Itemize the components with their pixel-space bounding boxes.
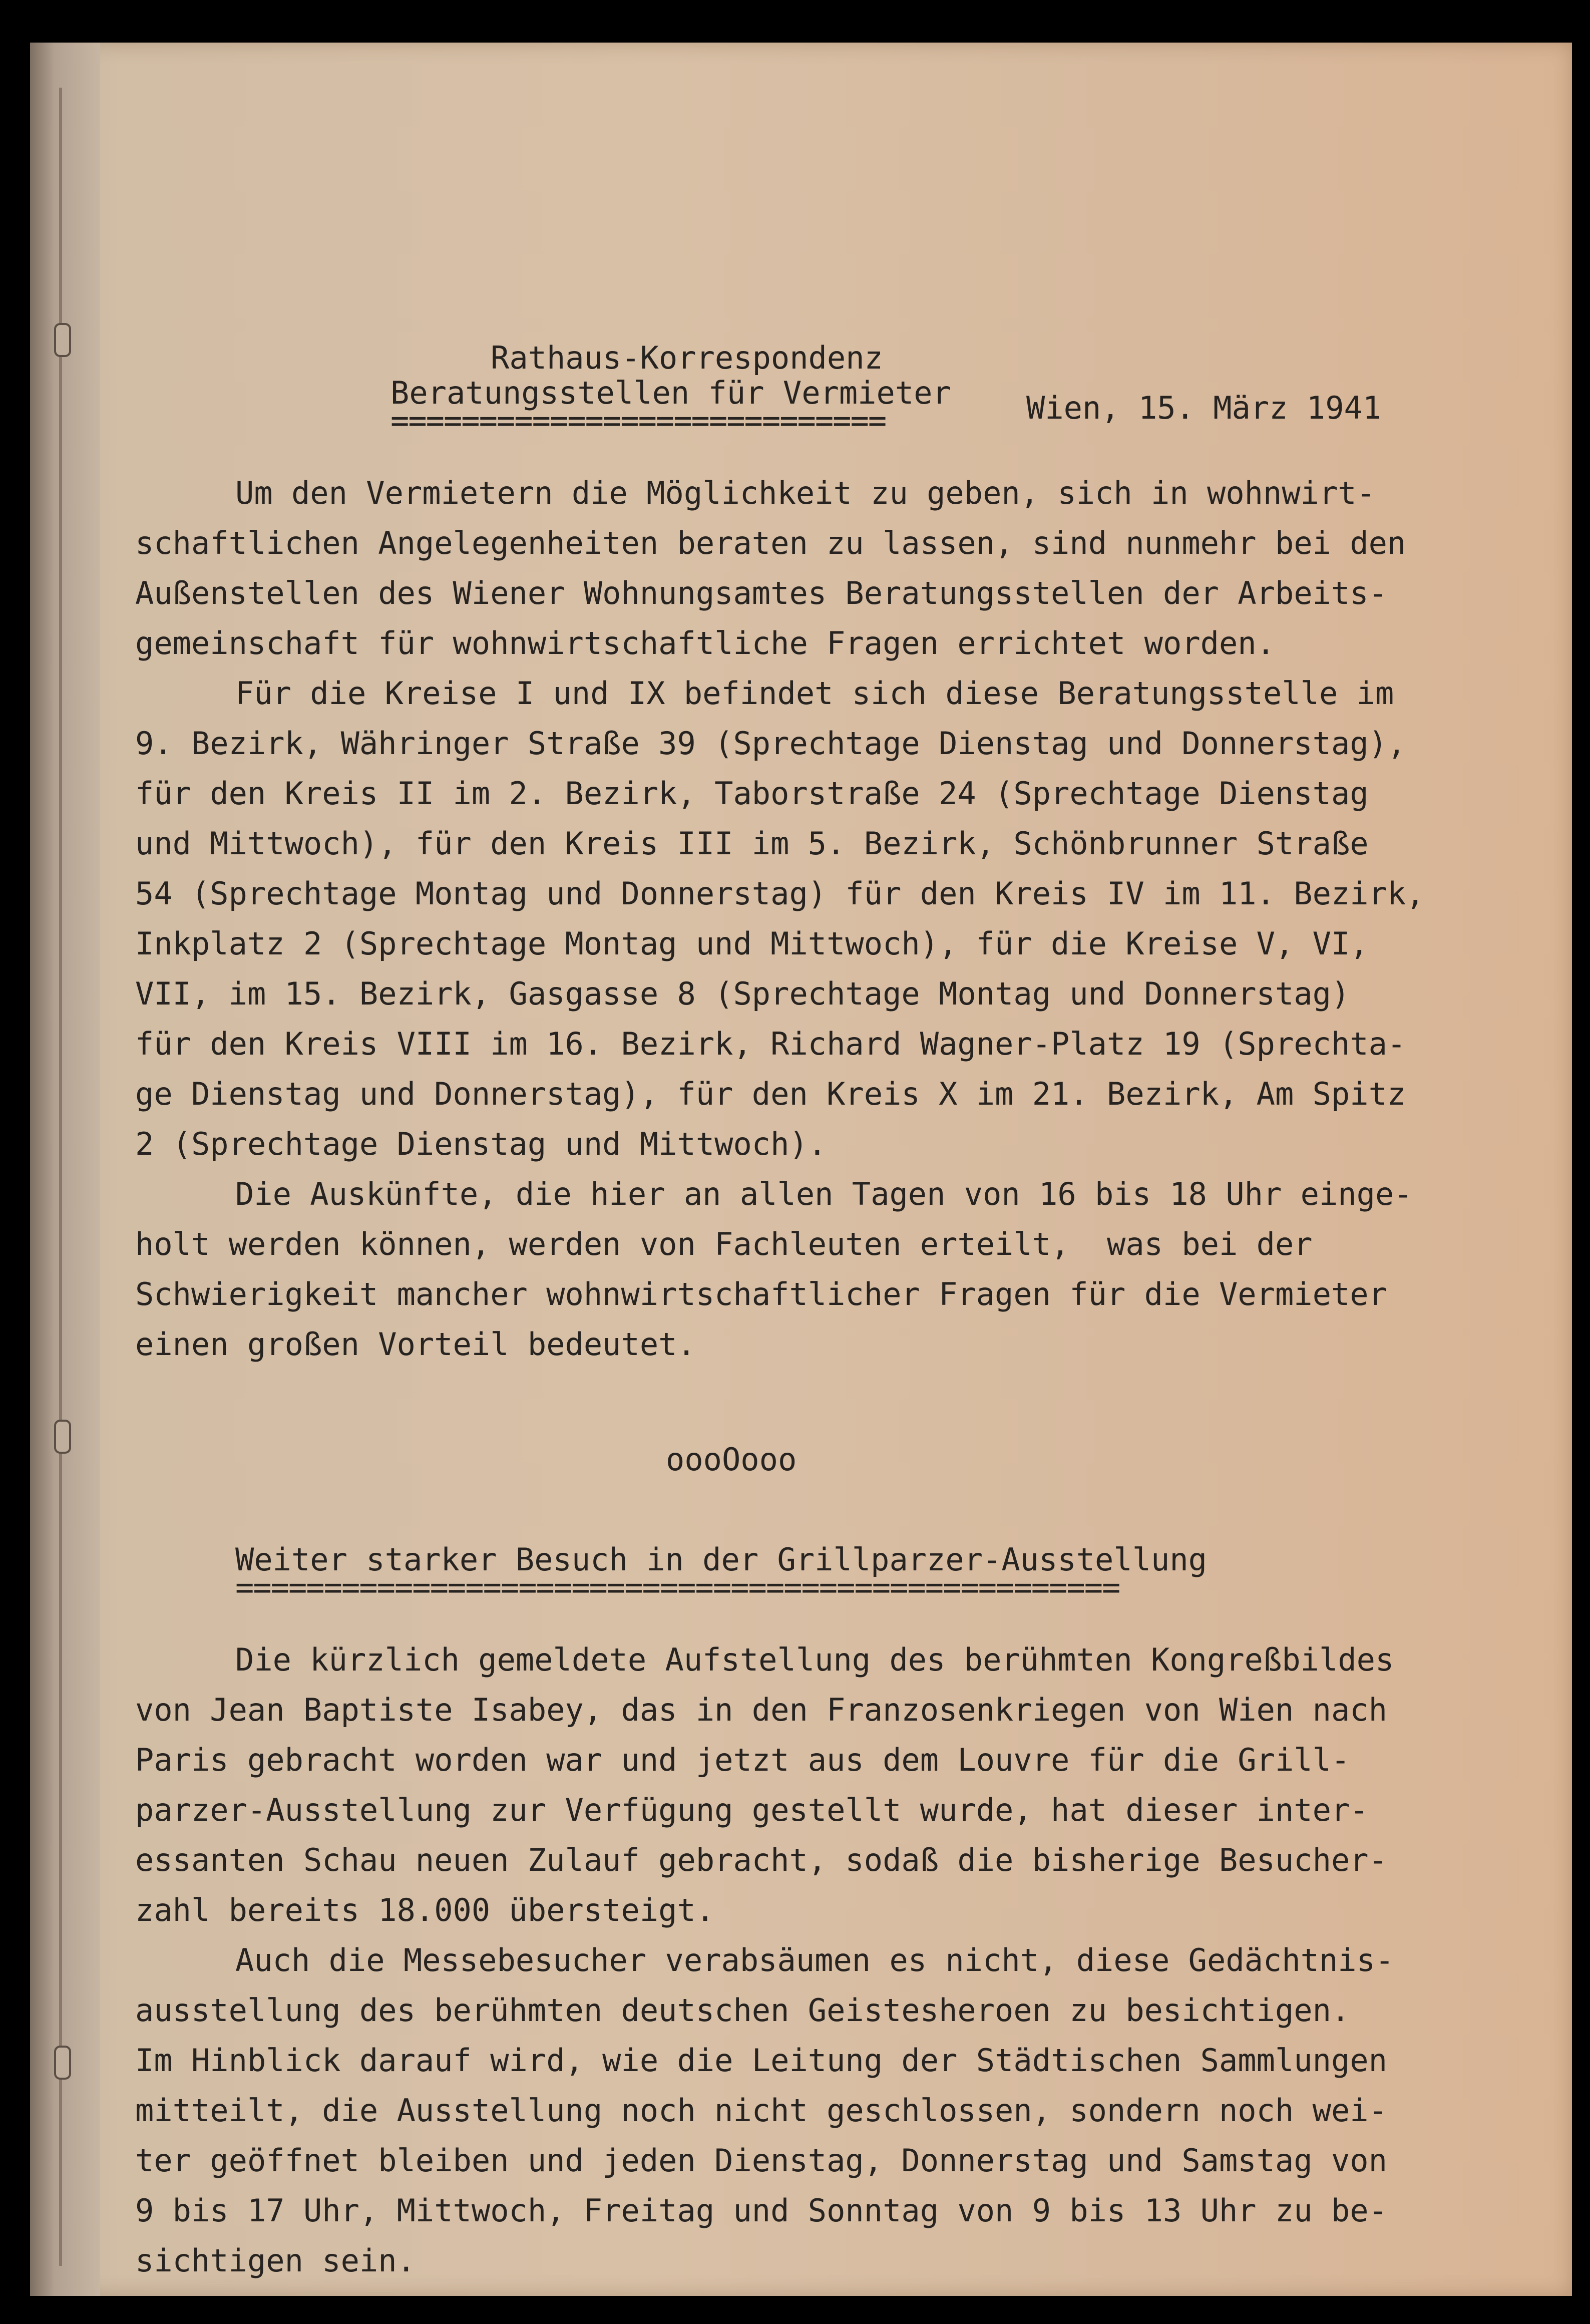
text-line: Im Hinblick darauf wird, wie die Leitung der Städtischen Sammlungen	[135, 2042, 1387, 2079]
text-line: von Jean Baptiste Isabey, das in den Franzosenkriegen von Wien nach	[135, 1692, 1387, 1728]
article1-title: Beratungsstellen für Vermieter	[390, 375, 951, 411]
text-line: ter geöffnet bleiben und jeden Dienstag, Donnerstag und Samstag von	[135, 2142, 1387, 2179]
text-line: Inkplatz 2 (Sprechtage Montag und Mittwoch), für die Kreise V, VI,	[135, 925, 1369, 962]
text-line: zahl bereits 18.000 übersteigt.	[135, 1892, 715, 1928]
text-line: holt werden können, werden von Fachleuten erteilt, was bei der	[135, 1226, 1313, 1262]
header-source: Rathaus-Korrespondenz	[491, 340, 883, 376]
text-line: 9 bis 17 Uhr, Mittwoch, Freitag und Sonntag von 9 bis 13 Uhr zu be-	[135, 2192, 1387, 2229]
text-line: Für die Kreise I und IX befindet sich diese Beratungsstelle im	[235, 675, 1394, 712]
text-line: sichtigen sein.	[135, 2242, 416, 2279]
text-line: und Mittwoch), für den Kreis III im 5. Bezirk, Schönbrunner Straße	[135, 825, 1369, 862]
article2-body	[135, 1635, 1562, 2286]
text-line: schaftlichen Angelegenheiten beraten zu lassen, sind nunmehr bei den	[135, 525, 1406, 561]
text-line: gemeinschaft für wohnwirtschaftliche Fragen errichtet worden.	[135, 625, 1275, 661]
text-line: Schwierigkeit mancher wohnwirtschaftlicher Fragen für die Vermieter	[135, 1276, 1387, 1312]
article2-title: Weiter starker Besuch in der Grillparzer-Ausstellung	[235, 1541, 1208, 1578]
text-line: Außenstellen des Wiener Wohnungsamtes Beratungsstellen der Arbeits-	[135, 575, 1387, 611]
text-line: für den Kreis VIII im 16. Bezirk, Richard Wagner-Platz 19 (Sprechta-	[135, 1026, 1406, 1062]
staple-bottom	[54, 2046, 71, 2080]
text-line: essanten Schau neuen Zulauf gebracht, sodaß die bisherige Besucher-	[135, 1842, 1387, 1878]
text-line: 9. Bezirk, Währinger Straße 39 (Sprechtage Dienstag und Donnerstag),	[135, 725, 1406, 762]
text-line: 54 (Sprechtage Montag und Donnerstag) für den Kreis IV im 11. Bezirk,	[135, 875, 1425, 912]
section-separator: oooOooo	[666, 1441, 797, 1478]
text-line: Die Auskünfte, die hier an allen Tagen von 16 bis 18 Uhr einge-	[235, 1176, 1413, 1212]
text-line: Die kürzlich gemeldete Aufstellung des berühmten Kongreßbildes	[235, 1641, 1394, 1678]
text-line: mitteilt, die Ausstellung noch nicht geschlossen, sondern noch wei-	[135, 2092, 1387, 2129]
text-line: Paris gebracht worden war und jetzt aus dem Louvre für die Grill-	[135, 1742, 1350, 1778]
header-place-date: Wien, 15. März 1941	[1026, 390, 1382, 426]
text-line: VII, im 15. Bezirk, Gasgasse 8 (Sprechtage Montag und Donnerstag)	[135, 975, 1350, 1012]
text-line: Auch die Messebesucher verabsäumen es nicht, diese Gedächtnis-	[235, 1942, 1394, 1978]
text-line: Um den Vermietern die Möglichkeit zu geben, sich in wohnwirt-	[235, 475, 1375, 511]
article1-title-underline: ============================	[390, 411, 886, 431]
article1-body	[135, 468, 1562, 1370]
text-line: einen großen Vorteil bedeutet.	[135, 1326, 696, 1363]
text-line: für den Kreis II im 2. Bezirk, Taborstraße 24 (Sprechtage Dienstag	[135, 775, 1369, 812]
text-line: ge Dienstag und Donnerstag), für den Kreis X im 21. Bezirk, Am Spitz	[135, 1076, 1406, 1112]
text-line: 2 (Sprechtage Dienstag und Mittwoch).	[135, 1126, 827, 1162]
typewritten-page	[30, 43, 1572, 2296]
article2-title-underline: ==================================================	[235, 1577, 1120, 1597]
text-line: parzer-Ausstellung zur Verfügung gestellt wurde, hat dieser inter-	[135, 1792, 1369, 1828]
text-line: ausstellung des berühmten deutschen Geistesheroen zu besichtigen.	[135, 1992, 1350, 2029]
staple-middle	[54, 1420, 71, 1454]
